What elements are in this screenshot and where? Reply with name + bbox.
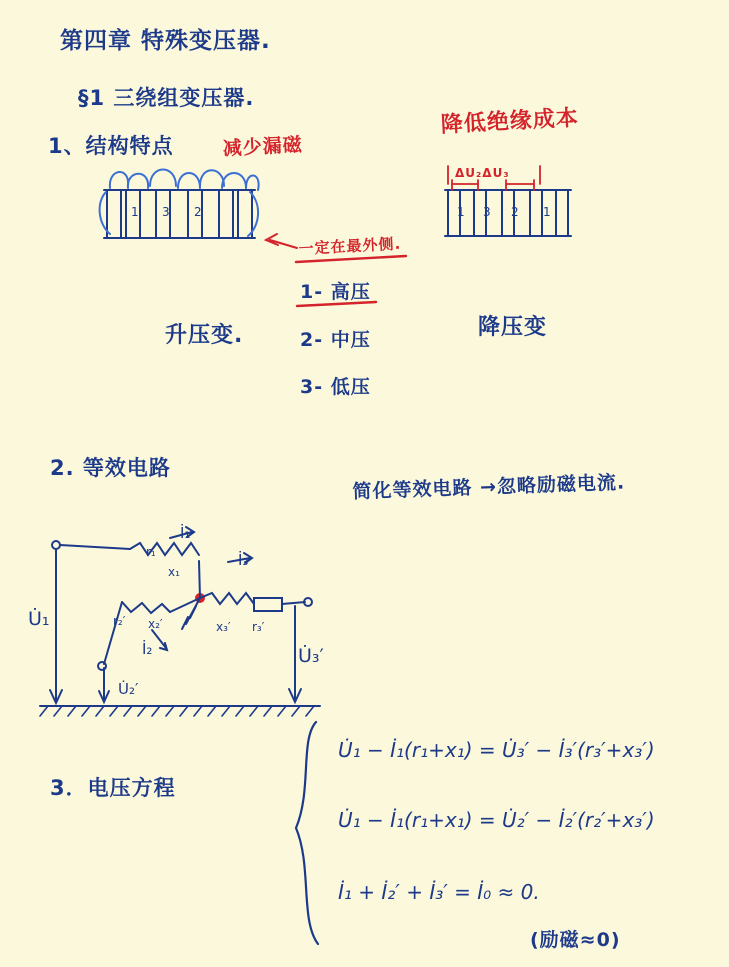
heading-item-2: 2. 等效电路 xyxy=(50,456,171,480)
right-core-label-1b: 1 xyxy=(543,205,551,219)
legend-medium-voltage: 2- 中压 xyxy=(300,329,371,351)
right-core-label-2: 2 xyxy=(511,205,519,219)
left-core-label-1: 1 xyxy=(131,205,139,219)
heading-item-3: 3．电压方程 xyxy=(50,776,176,800)
label-x1: x₁ xyxy=(168,565,180,579)
leakage-flux-arcs xyxy=(100,170,259,237)
right-core-label-1: 1 xyxy=(457,205,465,219)
annotation-delta-u: ΔU₂ΔU₃ xyxy=(455,166,510,180)
label-x3: x₃′ xyxy=(216,620,231,634)
annotation-reduce-leakage: 减少漏磁 xyxy=(222,133,304,160)
equation-3: İ₁ + İ₂′ + İ₃′ = İ₀ ≈ 0. xyxy=(338,880,540,904)
label-r3: r₃′ xyxy=(252,620,265,634)
legend-low-voltage: 3- 低压 xyxy=(300,376,371,398)
bottom-note: (励磁≈0) xyxy=(530,929,621,951)
annotation-simplified-circuit: 简化等效电路 →忽略励磁电流. xyxy=(352,471,626,503)
left-core-label-2: 2 xyxy=(194,205,202,219)
label-current-i3: İ₃ xyxy=(238,551,249,569)
legend-high-voltage: 1- 高压 xyxy=(300,281,371,303)
right-core-label-3: 3 xyxy=(483,205,491,219)
left-transformer-core xyxy=(104,190,255,238)
equations-brace xyxy=(296,722,318,944)
annotation-insulation-cost: 降低绝缘成本 xyxy=(440,105,580,138)
label-current-i2: İ₂ xyxy=(142,640,153,658)
equivalent-circuit xyxy=(40,527,320,716)
label-voltage-u3: U̇₃′ xyxy=(298,645,324,667)
label-current-i1: İ₁ xyxy=(180,524,191,542)
label-r1: r₁ xyxy=(146,545,156,559)
heading-item-1: 1、结构特点 xyxy=(48,134,174,158)
left-core-label-3: 3 xyxy=(162,205,170,219)
section-heading: §1 三绕组变压器. xyxy=(78,86,255,110)
caption-step-down: 降压变 xyxy=(478,315,548,340)
label-r2: r₂′ xyxy=(113,614,126,628)
label-x2: x₂′ xyxy=(148,617,163,631)
equation-2: U̇₁ − İ₁(r₁+x₁) = U̇₂′ − İ₂′(r₂′+x₃′) xyxy=(338,808,655,832)
annotation-outermost: 一定在最外侧. xyxy=(298,234,402,258)
red-pointer xyxy=(266,234,297,248)
page-title: 第四章 特殊变压器. xyxy=(60,28,271,54)
caption-step-up: 升压变. xyxy=(165,323,244,348)
label-voltage-u1: U̇₁ xyxy=(28,608,50,630)
equation-1: U̇₁ − İ₁(r₁+x₁) = U̇₃′ − İ₃′(r₃′+x₃′) xyxy=(338,738,655,762)
label-voltage-u2: U̇₂′ xyxy=(118,680,139,698)
